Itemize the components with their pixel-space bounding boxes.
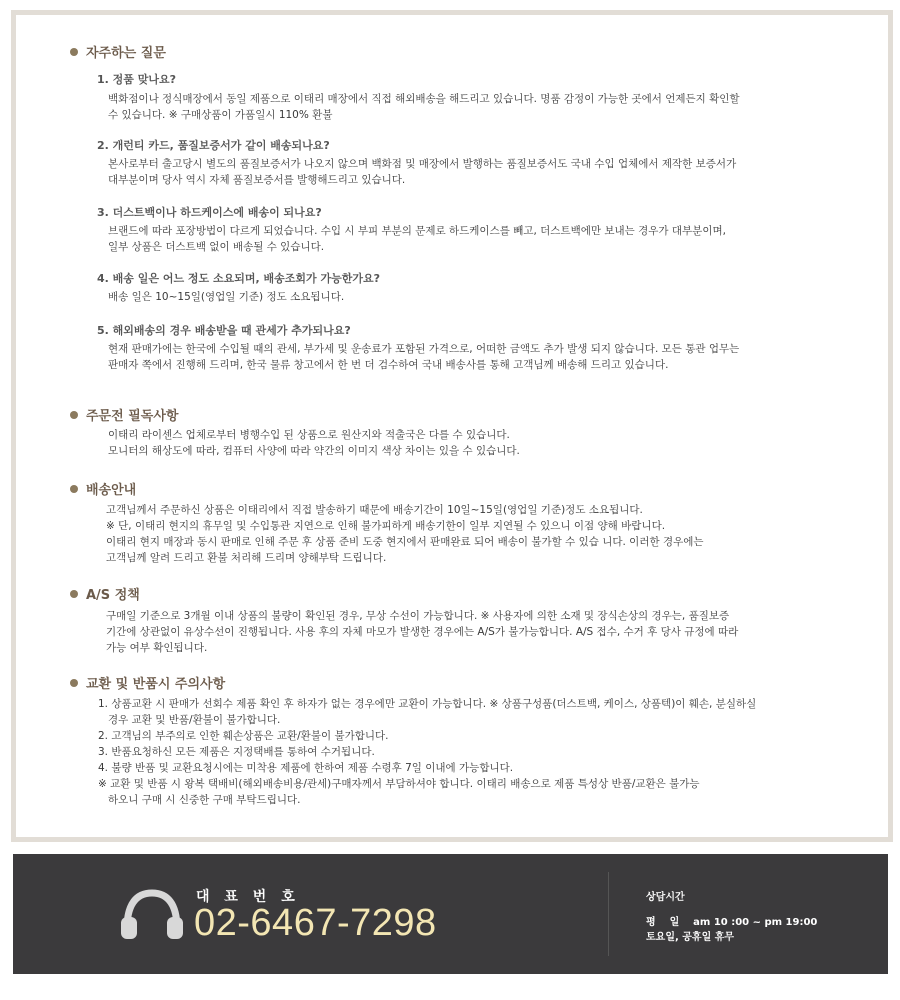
faq-answer-5-line-2: 판매자 쪽에서 진행해 드리며, 한국 물류 창고에서 한 번 더 검수하여 국내 배송사를 통해 고객님께 배송해 드리고 있습니다. xyxy=(108,359,669,371)
faq-question-3: 3. 더스트백이나 하드케이스에 배송이 되나요? xyxy=(97,206,322,219)
exchange-line-5: 4. 불량 반품 및 교환요청시에는 미착용 제품에 한하여 제품 수령후 7일 이내에 가능합니다. xyxy=(98,762,514,774)
exchange-section xyxy=(70,673,225,692)
bullet-icon xyxy=(70,48,78,56)
shipping-line-4: 고객님께 알려 드리고 환불 처리해 드리며 양해부탁 드립니다. xyxy=(106,552,387,564)
faq-answer-4-line-1: 배송 일은 10~15일(영업일 기준) 정도 소요됩니다. xyxy=(108,291,345,303)
exchange-line-4: 3. 반품요청하신 모든 제품은 지정택배를 통하여 수거됩니다. xyxy=(98,746,375,758)
faq-answer-3-line-1: 브랜드에 따라 포장방법이 다르게 되었습니다. 수입 시 부피 부분의 문제로 하드케이스를 빼고, 더스트백에만 보내는 경우가 대부분이며, xyxy=(108,225,726,237)
hours-weekday: 평 일 am 10 :00 ~ pm 19:00 xyxy=(646,917,818,928)
exchange-line-6: ※ 교환 및 반품 시 왕복 택배비(해외배송비용/관세)구매자께서 부담하셔야 합니다. 이태리 배송으로 제품 특성상 반품/교환은 불가능 xyxy=(98,778,700,790)
notice-section xyxy=(70,405,178,424)
as-line-2: 기간에 상관없이 유상수선이 진행됩니다. 사용 후의 자체 마모가 발생한 경우에는 A/S가 불가능합니다. A/S 접수, 수거 후 당사 규정에 따라 xyxy=(106,626,739,638)
faq-question-4: 4. 배송 일은 어느 정도 소요되며, 배송조회가 가능한가요? xyxy=(97,272,380,285)
shipping-line-1: 고객님께서 주문하신 상품은 이태리에서 직접 발송하기 때문에 배송기간이 10일~15일(영업일 기준)정도 소요됩니다. xyxy=(106,504,643,516)
headset-icon xyxy=(121,889,183,941)
exchange-line-1: 1. 상품교환 시 판매가 선회수 제품 확인 후 하자가 없는 경우에만 교환이 가능합니다. ※ 상품구성품(더스트백, 케이스, 상품텍)이 훼손, 분실하실 xyxy=(98,698,757,710)
as-line-3: 가능 여부 확인됩니다. xyxy=(106,642,208,654)
faq-answer-2-line-2: 대부분이며 당사 역시 자체 품질보증서를 발행해드리고 있습니다. xyxy=(108,174,406,186)
exchange-line-7: 하오니 구매 시 신중한 구매 부탁드립니다. xyxy=(98,794,301,806)
phone-number[interactable]: 02-6467-7298 xyxy=(194,902,437,944)
faq-question-2: 2. 개런티 카드, 품질보증서가 같이 배송되나요? xyxy=(97,139,330,152)
notice-line-2: 모니터의 해상도에 따라, 컴퓨터 사양에 따라 약간의 이미지 색상 차이는 있을 수 있습니다. xyxy=(108,445,520,457)
bullet-icon xyxy=(70,590,78,598)
as-line-1: 구매일 기준으로 3개월 이내 상품의 불량이 확인된 경우, 무상 수선이 가능합니다. ※ 사용자에 의한 소재 및 장식손상의 경우는, 품질보증 xyxy=(106,610,730,622)
bullet-icon xyxy=(70,411,78,419)
exchange-line-3: 2. 고객님의 부주의로 인한 훼손상품은 교환/환불이 불가합니다. xyxy=(98,730,389,742)
exchange-title: 교환 및 반품시 주의사항 xyxy=(86,677,226,692)
faq-answer-2-line-1: 본사로부터 출고당시 별도의 품질보증서가 나오지 않으며 백화점 및 매장에서 발행하는 품질보증서도 국내 수입 업체에서 제작한 보증서가 xyxy=(108,158,737,170)
faq-answer-1-line-1: 백화점이나 정식매장에서 동일 제품으로 이태리 매장에서 직접 해외배송을 해드리고 있습니다. 명품 감정이 가능한 곳에서 언제든지 확인할 xyxy=(108,93,740,105)
shipping-title: 배송안내 xyxy=(86,483,137,498)
faq-answer-3-line-2: 일부 상품은 더스트백 없이 배송될 수 있습니다. xyxy=(108,241,325,253)
faq-question-5: 5. 해외배송의 경우 배송받을 때 관세가 추가되나요? xyxy=(97,324,351,337)
faq-section xyxy=(70,42,166,61)
footer-contact-bar xyxy=(13,854,888,974)
shipping-section xyxy=(70,479,136,498)
bullet-icon xyxy=(70,485,78,493)
exchange-line-2: 경우 교환 및 반품/환불이 불가합니다. xyxy=(98,714,281,726)
as-section xyxy=(70,584,140,603)
shipping-line-2: ※ 단, 이태리 현지의 휴무일 및 수입통관 지연으로 인해 불가피하게 배송기한이 일부 지연될 수 있으니 이점 양해 바랍니다. xyxy=(106,520,666,532)
rep-number-label: 대 표 번 호 xyxy=(196,889,300,905)
shipping-line-3: 이태리 현지 매장과 동시 판매로 인해 주문 후 상품 준비 도중 현지에서 판매완료 되어 배송이 불가할 수 있습 니다. 이러한 경우에는 xyxy=(106,536,704,548)
hours-holiday: 토요일, 공휴일 휴무 xyxy=(646,932,735,943)
faq-title: 자주하는 질문 xyxy=(86,46,166,61)
faq-question-1: 1. 정품 맞나요? xyxy=(97,73,177,86)
footer-divider xyxy=(608,872,609,956)
as-title: A/S 정책 xyxy=(86,588,140,603)
hours-title: 상담시간 xyxy=(646,892,685,903)
bullet-icon xyxy=(70,679,78,687)
faq-answer-5-line-1: 현재 판매가에는 한국에 수입될 때의 관세, 부가세 및 운송료가 포함된 가격으로, 어떠한 금액도 추가 발생 되지 않습니다. 모든 통관 업무는 xyxy=(108,343,740,355)
faq-answer-1-line-2: 수 있습니다. ※ 구매상품이 가품일시 110% 환불 xyxy=(108,109,333,121)
notice-line-1: 이태리 라이센스 업체로부터 병행수입 된 상품으로 원산지와 적출국은 다를 수 있습니다. xyxy=(108,429,510,441)
notice-title: 주문전 필독사항 xyxy=(86,409,179,424)
